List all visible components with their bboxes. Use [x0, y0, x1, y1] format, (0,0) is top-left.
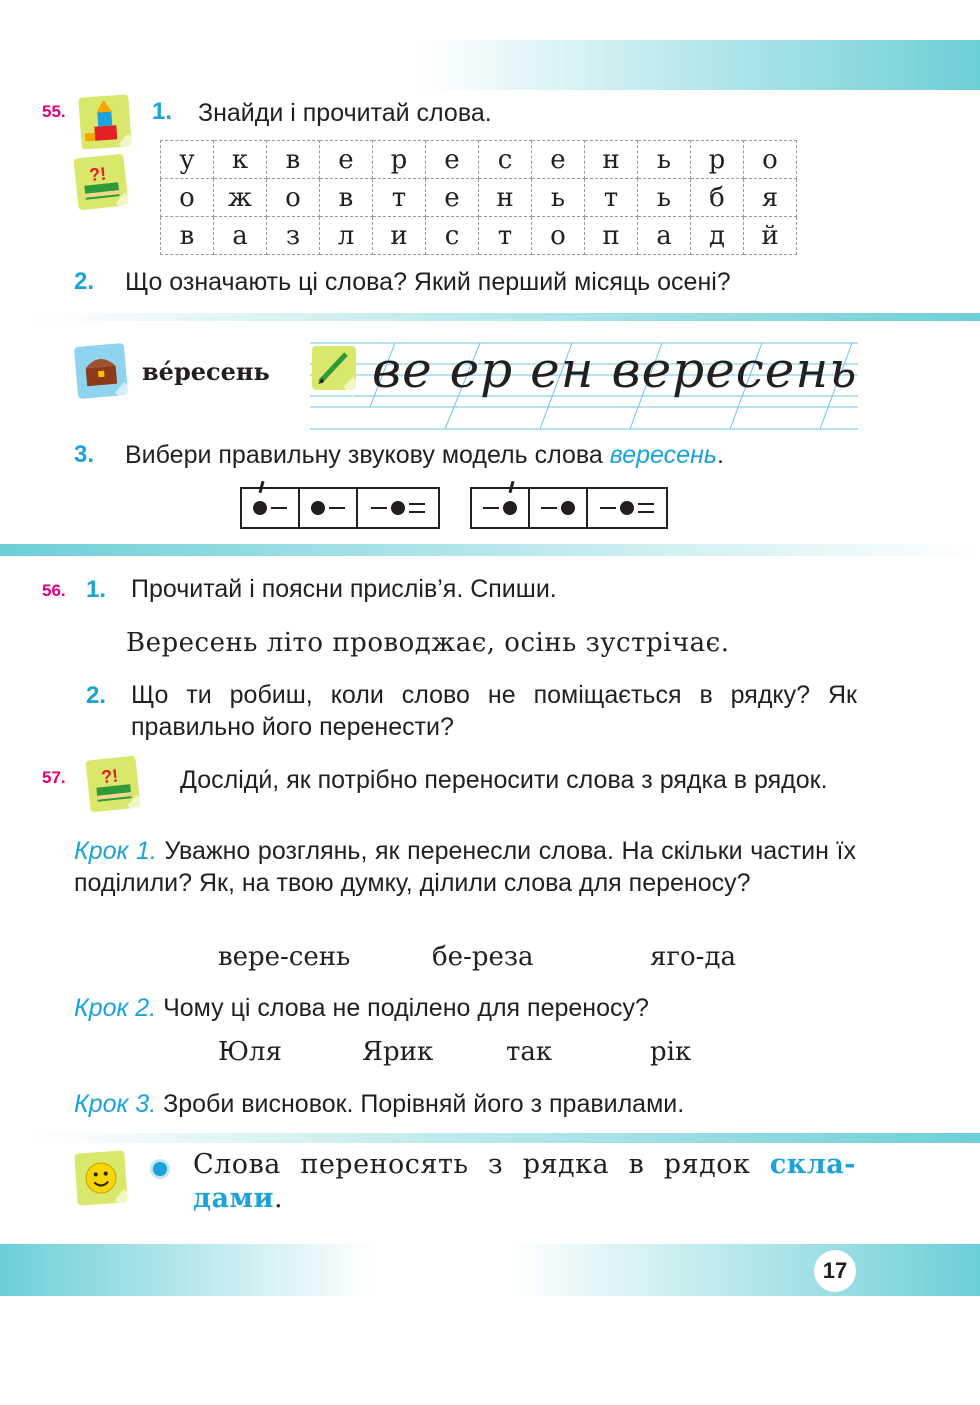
grid-letter: в — [161, 217, 214, 255]
grid-letter: е — [426, 141, 479, 179]
rule-text-main: Слова переносять з рядка в рядок — [193, 1149, 770, 1180]
grid-letter: о — [161, 179, 214, 217]
grid-letter: е — [426, 179, 479, 217]
word-example: Юля — [218, 1037, 282, 1067]
step-text: Чому ці слова не поділено для переносу? — [163, 994, 649, 1022]
task-number: 2. — [74, 268, 95, 295]
exercise-intro: Досліди́, як потрібно переносити слова з рядка в рядок. — [180, 766, 828, 794]
bullet-icon — [153, 1162, 167, 1176]
grid-letter: п — [585, 217, 638, 255]
step-1 — [74, 835, 856, 899]
task-number: 1. — [152, 98, 173, 125]
task-text-main: Вибери правильну звукову модель слова — [125, 441, 610, 469]
step-label: Крок 1. — [74, 837, 157, 865]
grid-letter: й — [744, 217, 797, 255]
vocabulary-word — [142, 357, 270, 386]
exercise-number: 56. — [42, 581, 66, 600]
handwriting-sample: ве ер ен вересень — [372, 341, 858, 399]
task-number: 2. — [86, 682, 107, 709]
step-text: Зроби висновок. Порівняй його з правилами. — [163, 1090, 685, 1118]
grid-letter: т — [479, 217, 532, 255]
grid-letter: о — [267, 179, 320, 217]
exercise-number: 57. — [42, 768, 66, 787]
grid-letter: с — [479, 141, 532, 179]
sound-model-a[interactable] — [240, 487, 440, 529]
rule-highlight: дами — [193, 1183, 274, 1214]
grid-letter: а — [638, 217, 691, 255]
task-text: Прочитай і поясни прислів’я. Спиши. — [131, 575, 557, 603]
syllable-cell — [358, 489, 438, 527]
grid-row — [161, 217, 797, 255]
step-text: Уважно розглянь, як перенесли слова. На скільки частин їх поділили? Як, на твою думку, ділили слова для переносу? — [74, 837, 856, 897]
proverb: Вересень літо проводжає, осінь зустрічає. — [126, 628, 730, 658]
grid-letter: и — [373, 217, 426, 255]
grid-letter: н — [479, 179, 532, 217]
task-number: 3. — [74, 441, 95, 468]
word-example: Ярик — [362, 1037, 434, 1067]
grid-letter: ь — [638, 179, 691, 217]
syllable-cell — [242, 489, 300, 527]
syllable-cell — [300, 489, 358, 527]
grid-letter: б — [691, 179, 744, 217]
letter-grid — [160, 140, 797, 255]
exercise-number: 55. — [42, 102, 66, 121]
grid-row — [161, 141, 797, 179]
blocks-sticker-icon — [78, 94, 132, 149]
word-example: рік — [650, 1037, 692, 1067]
grid-letter: з — [267, 217, 320, 255]
grid-letter: д — [691, 217, 744, 255]
step-label: Крок 3. — [74, 1090, 157, 1118]
section-divider — [30, 1133, 980, 1143]
grid-letter: я — [744, 179, 797, 217]
grid-letter: ь — [638, 141, 691, 179]
syllable-cell — [530, 489, 588, 527]
word-example: вере-сень — [218, 942, 351, 972]
grid-letter: к — [214, 141, 267, 179]
task-text: Знайди і прочитай слова. — [198, 99, 492, 127]
vocabulary-word-part: ресень — [173, 357, 270, 386]
section-divider — [30, 313, 980, 321]
grid-letter: е — [320, 141, 373, 179]
vocabulary-word-part: ве — [142, 357, 174, 386]
rule-text-end: . — [273, 1183, 284, 1214]
task-text: Що ти робиш, коли слово не поміщається в рядку? Як правильно його перенести? — [131, 681, 857, 741]
word-example: бе-реза — [432, 942, 534, 972]
grid-letter: л — [320, 217, 373, 255]
step-label: Крок 2. — [74, 994, 157, 1022]
syllable-cell — [472, 489, 530, 527]
task-number: 1. — [86, 576, 107, 603]
svg-text:?!: ?! — [88, 163, 108, 186]
word-example: яго-да — [650, 942, 736, 972]
question-book-sticker-icon — [73, 154, 128, 211]
sound-model-b[interactable] — [470, 487, 668, 529]
svg-text:?!: ?! — [100, 765, 120, 788]
question-book-sticker-icon — [85, 756, 140, 813]
grid-letter: а — [214, 217, 267, 255]
grid-letter: т — [373, 179, 426, 217]
step-2 — [74, 992, 649, 1024]
pencil-sticker-icon — [312, 346, 356, 390]
grid-letter: в — [320, 179, 373, 217]
section-divider — [0, 544, 980, 556]
grid-letter: н — [585, 141, 638, 179]
grid-row — [161, 179, 797, 217]
top-band — [420, 40, 980, 90]
grid-letter: р — [373, 141, 426, 179]
rule-highlight: скла- — [769, 1149, 856, 1180]
task-keyword: вересень — [609, 441, 717, 469]
syllable-cell — [588, 489, 666, 527]
grid-letter: в — [267, 141, 320, 179]
grid-letter: т — [585, 179, 638, 217]
grid-letter: о — [744, 141, 797, 179]
rule-text — [193, 1148, 856, 1216]
grid-letter: о — [532, 217, 585, 255]
grid-letter: с — [426, 217, 479, 255]
smiley-sticker-icon — [74, 1150, 128, 1205]
word-example: так — [506, 1037, 553, 1067]
grid-letter: е — [532, 141, 585, 179]
step-3 — [74, 1088, 684, 1120]
task-text: Що означають ці слова? Який перший місяць осені? — [125, 268, 731, 296]
page-number: 17 — [814, 1250, 856, 1292]
grid-letter: ь — [532, 179, 585, 217]
grid-letter: р — [691, 141, 744, 179]
grid-letter: у — [161, 141, 214, 179]
task-text-end: . — [716, 441, 724, 469]
grid-letter: ж — [214, 179, 267, 217]
task-text — [125, 439, 724, 471]
chest-sticker-icon — [74, 343, 128, 399]
